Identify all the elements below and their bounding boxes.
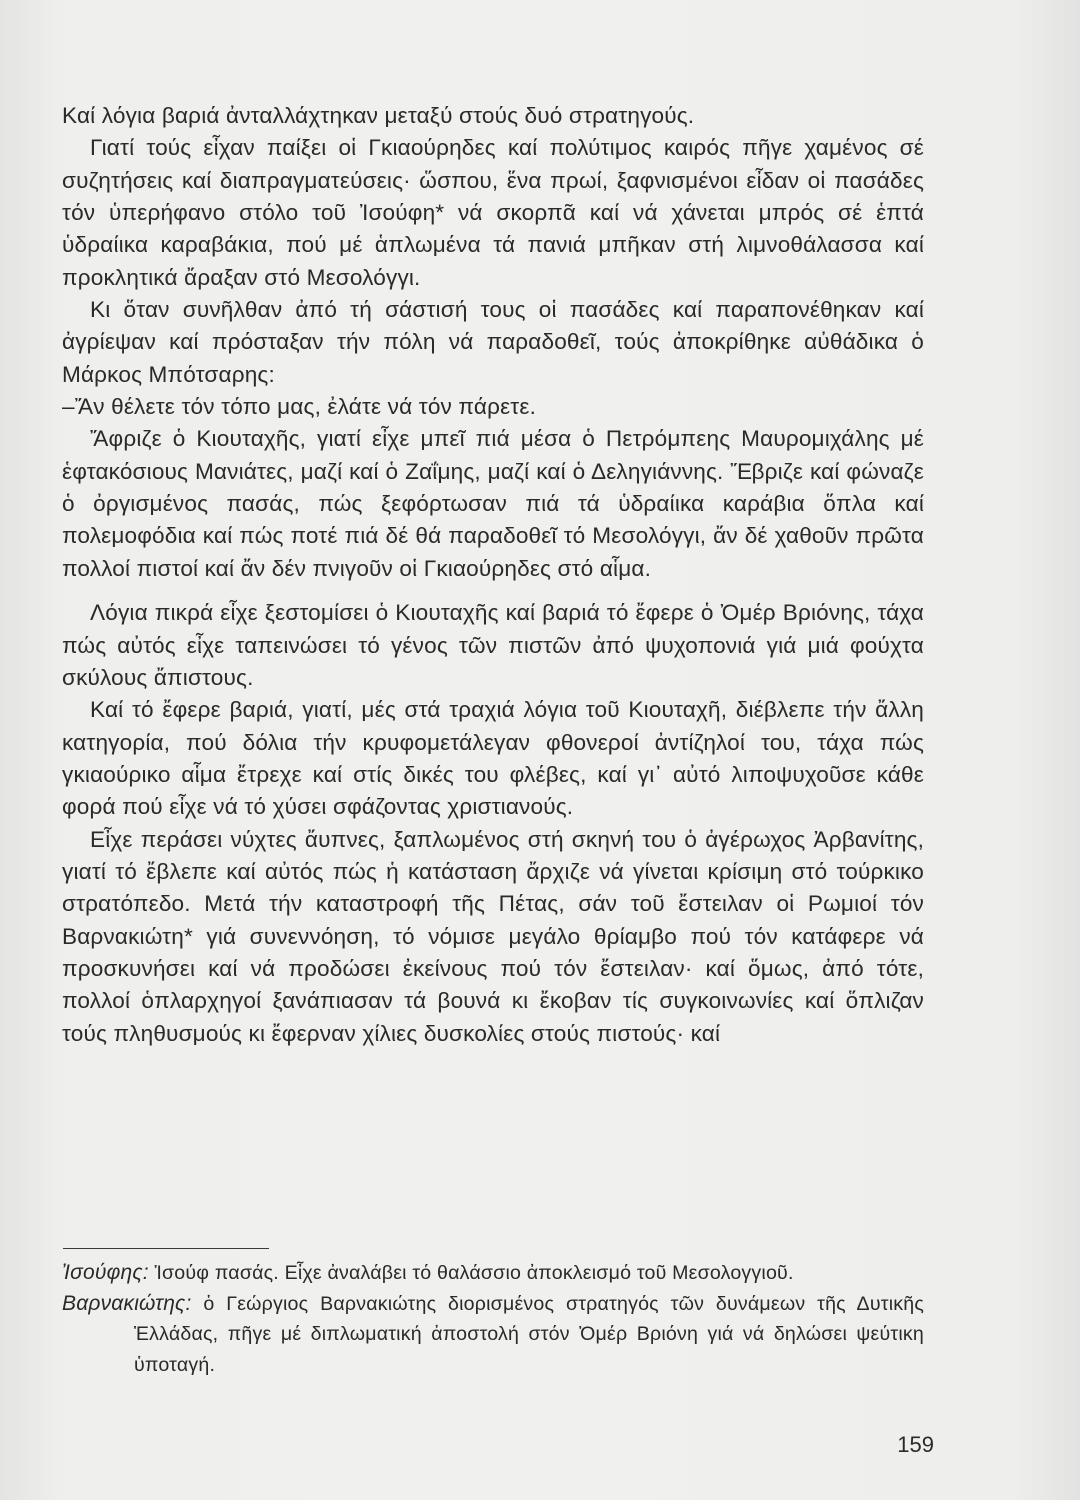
footnote-text: ὁ Γεώργιος Βαρνακιώτης διορισμένος στρατηγός τῶν δυνάμεων τῆς Δυτικῆς Ἑλλάδας, πῆγε μέ διπλωματική ἀποστολή στόν Ὀμέρ Βριόνη γιά νά δηλώσει ψεύτικη ὑποταγή.: [134, 1292, 924, 1376]
paragraph: Λόγια πικρά εἶχε ξεστομίσει ὁ Κιουταχῆς καί βαριά τό ἔφερε ὁ Ὀμέρ Βριόνης, τάχα πώς αὐτός εἶχε ταπεινώσει τό γένος τῶν πιστῶν ἀπό ψυχοπονιά γιά μιά φούχτα σκύλους ἄπιστους.: [62, 600, 924, 690]
paragraph: Εἶχε περάσει νύχτες ἄυπνες, ξαπλωμένος στή σκηνή του ὁ ἀγέρωχος Ἀρβανίτης, γιατί τό ἔβλεπε καί αὐτός πώς ἡ κατάσταση ἄρχιζε νά γίνεται κρίσιμη στό τούρκικο στρατόπεδο. Μετά τήν καταστροφή τῆς Πέτας, σάν τοῦ ἔστειλαν οἱ Ρωμιοί τόν Βαρνακιώτη* γιά συνεννόηση, τό νόμισε μεγάλο θρίαμβο πού τόν κατάφερε νά προσκυνήσει καί νά προδώσει ἐκείνους πού τόν ἔστειλαν· καί ὅμως, ἀπό τότε, πολλοί ὁπλαρχηγοί ξανάπιασαν τά βουνά κι ἔκοβαν τίς συγκοινωνίες καί ὅπλιζαν τούς πληθυσμούς κι ἔφερναν χίλιες δυσκολίες στούς πιστούς· καί: [62, 826, 924, 1046]
footnote: [62, 1258, 924, 1289]
paragraph: Ἄφριζε ὁ Κιουταχῆς, γιατί εἶχε μπεῖ πιά μέσα ὁ Πετρόμπεης Μαυρομιχάλης μέ ἑφτακόσιους Μανιάτες, μαζί καί ὁ Ζαΐμης, μαζί καί ὁ Δεληγιάννης. Ἔβριζε καί φώναζε ὁ ὀργισμένος πασάς, πώς ξεφόρτωσαν πιά τά ὑδραίικα καράβια ὅπλα καί πολεμοφόδια καί πώς ποτέ πιά δέ θά παραδοθεῖ τό Μεσολόγγι, ἄν δέ χαθοῦν πρῶτα πολλοί πιστοί καί ἄν δέν πνιγοῦν οἱ Γκιαούρηδες στό αἷμα.: [62, 426, 924, 581]
footnotes: [62, 1258, 924, 1380]
paragraph: Κι ὅταν συνῆλθαν ἀπό τή σάστισή τους οἱ πασάδες καί παραπονέθηκαν καί ἀγρίεψαν καί πρόσταξαν τήν πόλη νά παραδοθεῖ, τούς ἀποκρίθηκε αὐθάδικα ὁ Μάρκος Μπότσαρης:: [62, 297, 924, 387]
footnote-divider: [63, 1248, 269, 1249]
footnote: [62, 1289, 924, 1381]
footnote-term: Ἰσούφης:: [62, 1261, 149, 1284]
footnote-text: Ἰσούφ πασάς. Εἶχε ἀναλάβει τό θαλάσσιο ἀποκλεισμό τοῦ Μεσολογγιοῦ.: [154, 1262, 794, 1284]
page-number: 159: [897, 1432, 934, 1457]
paragraph: Καί λόγια βαριά ἀνταλλάχτηκαν μεταξύ στούς δυό στρατηγούς.: [62, 103, 695, 128]
body-text: [62, 100, 924, 1050]
paragraph: Καί τό ἔφερε βαριά, γιατί, μές στά τραχιά λόγια τοῦ Κιουταχῆ, διέβλεπε τήν ἄλλη κατηγορία, πού δόλια τήν κρυφομετάλεγαν φθονεροί ἀντίζηλοί του, τάχα πώς γκιαούρικο αἷμα ἔτρεχε καί στίς δικές του φλέβες, καί γι᾿ αὐτό λιποψυχοῦσε κάθε φορά πού εἶχε νά τό χύσει σφάζοντας χριστιανούς.: [62, 697, 924, 820]
paragraph: Γιατί τούς εἶχαν παίξει οἱ Γκιαούρηδες καί πολύτιμος καιρός πῆγε χαμένος σέ συζητήσεις καί διαπραγματεύσεις· ὥσπου, ἕνα πρωί, ξαφνισμένοι εἶδαν οἱ πασάδες τόν ὑπερήφανο στόλο τοῦ Ἰσούφη* νά σκορπᾶ καί νά χάνεται μπρός σέ ἑπτά ὑδραίικα καραβάκια, πού μέ ἁπλωμένα τά πανιά μπῆκαν στή λιμνοθάλασσα καί προκλητικά ἄραξαν στό Μεσολόγγι.: [62, 135, 924, 290]
footnote-term: Βαρνακιώτης:: [62, 1291, 192, 1315]
dialogue-line: –Ἄν θέλετε τόν τόπο μας, ἐλάτε νά τόν πάρετε.: [62, 394, 537, 420]
